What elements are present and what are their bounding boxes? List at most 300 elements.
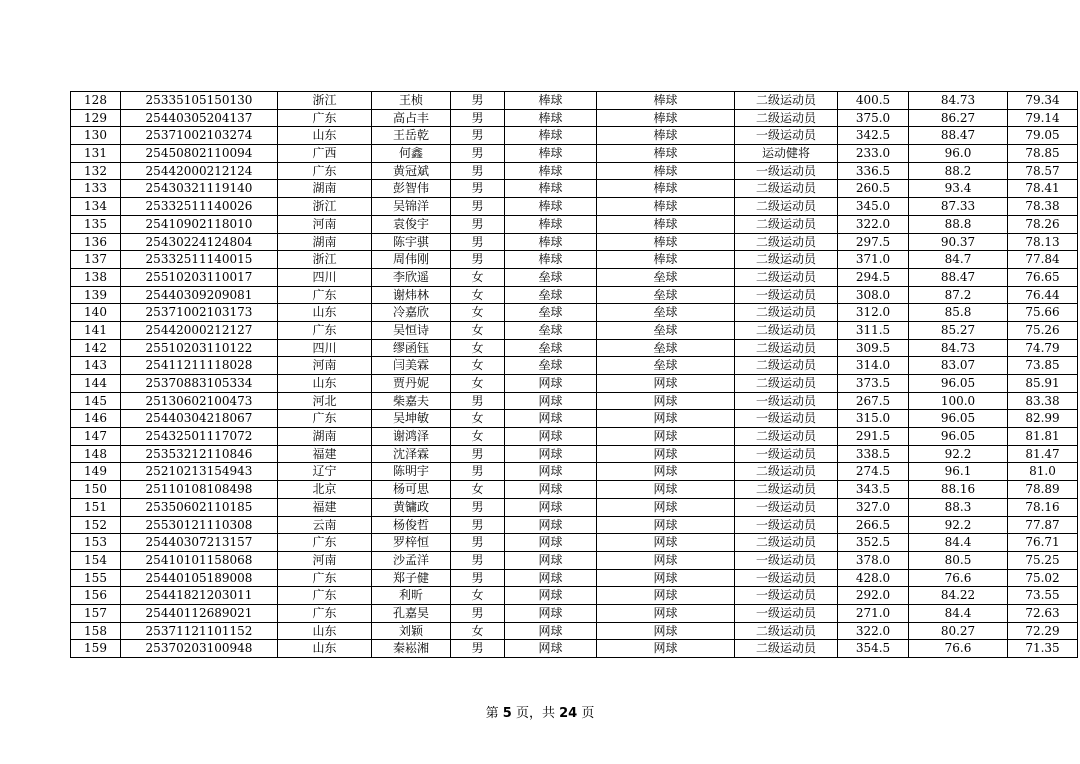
- cell-exam-id: 25430321119140: [121, 180, 278, 198]
- cell-row-number: 153: [71, 534, 121, 552]
- cell-row-number: 142: [71, 339, 121, 357]
- cell-row-number: 159: [71, 640, 121, 658]
- cell-exam-id: 25440307213157: [121, 534, 278, 552]
- cell-total-score: 72.63: [1008, 604, 1078, 622]
- cell-total-score: 78.16: [1008, 498, 1078, 516]
- cell-province: 广东: [278, 587, 372, 605]
- cell-row-number: 137: [71, 251, 121, 269]
- cell-row-number: 133: [71, 180, 121, 198]
- cell-gender: 男: [451, 198, 505, 216]
- cell-score-b: 90.37: [909, 233, 1008, 251]
- cell-province: 广东: [278, 321, 372, 339]
- table-row: [71, 375, 1078, 393]
- cell-province: 福建: [278, 498, 372, 516]
- cell-gender: 女: [451, 410, 505, 428]
- cell-score-a: 345.0: [838, 198, 909, 216]
- cell-score-a: 308.0: [838, 286, 909, 304]
- cell-score-a: 336.5: [838, 162, 909, 180]
- cell-exam-id: 25442000212124: [121, 162, 278, 180]
- cell-name: 吴恒诗: [372, 321, 451, 339]
- cell-name: 李欣遥: [372, 268, 451, 286]
- cell-name: 秦崧湘: [372, 640, 451, 658]
- cell-name: 缪函钰: [372, 339, 451, 357]
- table-body: [71, 92, 1078, 658]
- cell-sport: 棒球: [505, 198, 597, 216]
- cell-gender: 男: [451, 162, 505, 180]
- cell-score-a: 400.5: [838, 92, 909, 110]
- cell-province: 广东: [278, 286, 372, 304]
- cell-province: 北京: [278, 481, 372, 499]
- cell-row-number: 141: [71, 321, 121, 339]
- cell-athlete-level: 一级运动员: [735, 569, 838, 587]
- table-row: [71, 321, 1078, 339]
- cell-exam-id: 25370203100948: [121, 640, 278, 658]
- cell-athlete-level: 二级运动员: [735, 268, 838, 286]
- cell-event: 网球: [597, 622, 735, 640]
- cell-score-b: 87.33: [909, 198, 1008, 216]
- cell-exam-id: 25371121101152: [121, 622, 278, 640]
- table-row: [71, 304, 1078, 322]
- footer-middle: 页，共: [515, 706, 555, 721]
- cell-name: 柴嘉夫: [372, 392, 451, 410]
- cell-province: 浙江: [278, 198, 372, 216]
- cell-score-a: 315.0: [838, 410, 909, 428]
- cell-athlete-level: 二级运动员: [735, 481, 838, 499]
- cell-name: 杨可思: [372, 481, 451, 499]
- cell-gender: 女: [451, 268, 505, 286]
- cell-gender: 女: [451, 481, 505, 499]
- cell-event: 网球: [597, 604, 735, 622]
- cell-score-a: 294.5: [838, 268, 909, 286]
- cell-score-a: 309.5: [838, 339, 909, 357]
- cell-score-a: 314.0: [838, 357, 909, 375]
- cell-total-score: 75.25: [1008, 551, 1078, 569]
- cell-total-score: 75.66: [1008, 304, 1078, 322]
- cell-gender: 男: [451, 180, 505, 198]
- cell-name: 王桢: [372, 92, 451, 110]
- cell-event: 网球: [597, 587, 735, 605]
- cell-province: 广东: [278, 410, 372, 428]
- cell-row-number: 147: [71, 428, 121, 446]
- cell-exam-id: 25332511140026: [121, 198, 278, 216]
- table-row: [71, 145, 1078, 163]
- table-row: [71, 233, 1078, 251]
- cell-sport: 棒球: [505, 251, 597, 269]
- cell-sport: 棒球: [505, 127, 597, 145]
- cell-gender: 男: [451, 109, 505, 127]
- cell-sport: 垒球: [505, 339, 597, 357]
- cell-name: 杨俊哲: [372, 516, 451, 534]
- cell-sport: 垒球: [505, 286, 597, 304]
- cell-name: 利昕: [372, 587, 451, 605]
- cell-sport: 网球: [505, 498, 597, 516]
- cell-sport: 垒球: [505, 321, 597, 339]
- table-row: [71, 604, 1078, 622]
- cell-sport: 网球: [505, 587, 597, 605]
- cell-gender: 男: [451, 463, 505, 481]
- cell-row-number: 132: [71, 162, 121, 180]
- cell-row-number: 130: [71, 127, 121, 145]
- cell-athlete-level: 一级运动员: [735, 551, 838, 569]
- cell-event: 网球: [597, 551, 735, 569]
- cell-event: 棒球: [597, 92, 735, 110]
- cell-gender: 男: [451, 551, 505, 569]
- cell-name: 沈泽霖: [372, 445, 451, 463]
- cell-athlete-level: 二级运动员: [735, 463, 838, 481]
- cell-exam-id: 25371002103173: [121, 304, 278, 322]
- table-row: [71, 551, 1078, 569]
- cell-event: 网球: [597, 392, 735, 410]
- cell-exam-id: 25411211118028: [121, 357, 278, 375]
- cell-exam-id: 25130602100473: [121, 392, 278, 410]
- cell-province: 云南: [278, 516, 372, 534]
- cell-exam-id: 25530121110308: [121, 516, 278, 534]
- cell-row-number: 138: [71, 268, 121, 286]
- table-row: [71, 392, 1078, 410]
- cell-score-a: 342.5: [838, 127, 909, 145]
- cell-sport: 棒球: [505, 109, 597, 127]
- cell-event: 垒球: [597, 286, 735, 304]
- cell-score-b: 76.6: [909, 569, 1008, 587]
- cell-score-a: 373.5: [838, 375, 909, 393]
- cell-score-b: 84.73: [909, 92, 1008, 110]
- cell-score-a: 322.0: [838, 622, 909, 640]
- cell-sport: 网球: [505, 534, 597, 552]
- cell-name: 陈宇骐: [372, 233, 451, 251]
- cell-exam-id: 25510203110122: [121, 339, 278, 357]
- table-row: [71, 339, 1078, 357]
- cell-province: 河南: [278, 551, 372, 569]
- cell-total-score: 78.13: [1008, 233, 1078, 251]
- cell-athlete-level: 二级运动员: [735, 428, 838, 446]
- cell-row-number: 140: [71, 304, 121, 322]
- cell-athlete-level: 一级运动员: [735, 604, 838, 622]
- cell-score-a: 338.5: [838, 445, 909, 463]
- cell-sport: 网球: [505, 481, 597, 499]
- cell-sport: 棒球: [505, 215, 597, 233]
- cell-row-number: 128: [71, 92, 121, 110]
- table-row: [71, 587, 1078, 605]
- cell-name: 陈明宇: [372, 463, 451, 481]
- cell-score-a: 312.0: [838, 304, 909, 322]
- cell-total-score: 85.91: [1008, 375, 1078, 393]
- cell-sport: 网球: [505, 569, 597, 587]
- cell-athlete-level: 二级运动员: [735, 215, 838, 233]
- cell-gender: 女: [451, 587, 505, 605]
- cell-athlete-level: 运动健将: [735, 145, 838, 163]
- cell-event: 棒球: [597, 233, 735, 251]
- cell-name: 沙孟洋: [372, 551, 451, 569]
- cell-score-a: 352.5: [838, 534, 909, 552]
- cell-name: 罗梓恒: [372, 534, 451, 552]
- cell-total-score: 75.26: [1008, 321, 1078, 339]
- cell-exam-id: 25210213154943: [121, 463, 278, 481]
- cell-gender: 女: [451, 428, 505, 446]
- cell-gender: 男: [451, 92, 505, 110]
- cell-score-a: 297.5: [838, 233, 909, 251]
- table-row: [71, 268, 1078, 286]
- cell-event: 网球: [597, 640, 735, 658]
- cell-row-number: 149: [71, 463, 121, 481]
- cell-event: 网球: [597, 428, 735, 446]
- cell-event: 网球: [597, 445, 735, 463]
- cell-province: 福建: [278, 445, 372, 463]
- cell-score-b: 86.27: [909, 109, 1008, 127]
- cell-event: 网球: [597, 534, 735, 552]
- cell-event: 网球: [597, 410, 735, 428]
- cell-total-score: 78.89: [1008, 481, 1078, 499]
- cell-score-b: 88.47: [909, 268, 1008, 286]
- cell-province: 辽宁: [278, 463, 372, 481]
- table-row: [71, 516, 1078, 534]
- cell-score-b: 80.5: [909, 551, 1008, 569]
- cell-name: 高占丰: [372, 109, 451, 127]
- table-row: [71, 498, 1078, 516]
- table-row: [71, 127, 1078, 145]
- cell-name: 贾丹妮: [372, 375, 451, 393]
- cell-total-score: 83.38: [1008, 392, 1078, 410]
- cell-province: 广东: [278, 569, 372, 587]
- cell-row-number: 157: [71, 604, 121, 622]
- cell-exam-id: 25110108108498: [121, 481, 278, 499]
- cell-sport: 棒球: [505, 180, 597, 198]
- cell-exam-id: 25371002103274: [121, 127, 278, 145]
- cell-athlete-level: 二级运动员: [735, 321, 838, 339]
- cell-total-score: 76.44: [1008, 286, 1078, 304]
- cell-score-a: 343.5: [838, 481, 909, 499]
- cell-province: 河北: [278, 392, 372, 410]
- cell-name: 冷嘉欣: [372, 304, 451, 322]
- cell-sport: 垒球: [505, 304, 597, 322]
- cell-gender: 男: [451, 534, 505, 552]
- table-row: [71, 251, 1078, 269]
- cell-score-a: 266.5: [838, 516, 909, 534]
- footer-suffix: 页: [581, 706, 595, 721]
- cell-name: 谢炜林: [372, 286, 451, 304]
- cell-exam-id: 25332511140015: [121, 251, 278, 269]
- cell-event: 垒球: [597, 304, 735, 322]
- cell-province: 广东: [278, 604, 372, 622]
- cell-score-b: 88.47: [909, 127, 1008, 145]
- table-row: [71, 622, 1078, 640]
- cell-score-b: 92.2: [909, 445, 1008, 463]
- cell-gender: 男: [451, 127, 505, 145]
- footer-total-pages: 24: [559, 706, 578, 721]
- cell-province: 广东: [278, 162, 372, 180]
- cell-gender: 男: [451, 569, 505, 587]
- cell-name: 谢鸿泽: [372, 428, 451, 446]
- cell-name: 孔嘉昊: [372, 604, 451, 622]
- cell-sport: 棒球: [505, 145, 597, 163]
- cell-row-number: 150: [71, 481, 121, 499]
- cell-athlete-level: 二级运动员: [735, 304, 838, 322]
- cell-sport: 网球: [505, 428, 597, 446]
- cell-total-score: 76.65: [1008, 268, 1078, 286]
- cell-score-b: 85.8: [909, 304, 1008, 322]
- cell-name: 何鑫: [372, 145, 451, 163]
- cell-event: 棒球: [597, 162, 735, 180]
- cell-row-number: 135: [71, 215, 121, 233]
- cell-total-score: 79.14: [1008, 109, 1078, 127]
- cell-row-number: 143: [71, 357, 121, 375]
- cell-row-number: 152: [71, 516, 121, 534]
- table-row: [71, 640, 1078, 658]
- cell-exam-id: 25335105150130: [121, 92, 278, 110]
- cell-score-b: 96.05: [909, 410, 1008, 428]
- cell-event: 棒球: [597, 215, 735, 233]
- cell-athlete-level: 二级运动员: [735, 622, 838, 640]
- cell-total-score: 71.35: [1008, 640, 1078, 658]
- cell-athlete-level: 一级运动员: [735, 286, 838, 304]
- cell-total-score: 73.55: [1008, 587, 1078, 605]
- cell-gender: 女: [451, 375, 505, 393]
- cell-score-b: 84.4: [909, 604, 1008, 622]
- cell-event: 棒球: [597, 109, 735, 127]
- cell-gender: 女: [451, 339, 505, 357]
- table-row: [71, 198, 1078, 216]
- cell-exam-id: 25410101158068: [121, 551, 278, 569]
- cell-total-score: 78.38: [1008, 198, 1078, 216]
- cell-exam-id: 25353212110846: [121, 445, 278, 463]
- cell-name: 吴坤敏: [372, 410, 451, 428]
- cell-name: 周伟刚: [372, 251, 451, 269]
- table-row: [71, 162, 1078, 180]
- cell-athlete-level: 一级运动员: [735, 516, 838, 534]
- table-row: [71, 534, 1078, 552]
- cell-score-b: 92.2: [909, 516, 1008, 534]
- table-row: [71, 109, 1078, 127]
- cell-athlete-level: 二级运动员: [735, 233, 838, 251]
- cell-exam-id: 25440112689021: [121, 604, 278, 622]
- cell-province: 河南: [278, 215, 372, 233]
- cell-province: 浙江: [278, 92, 372, 110]
- cell-total-score: 81.47: [1008, 445, 1078, 463]
- table-row: [71, 410, 1078, 428]
- cell-sport: 棒球: [505, 92, 597, 110]
- cell-score-a: 327.0: [838, 498, 909, 516]
- cell-province: 山东: [278, 622, 372, 640]
- cell-total-score: 78.41: [1008, 180, 1078, 198]
- cell-total-score: 74.79: [1008, 339, 1078, 357]
- cell-event: 垒球: [597, 268, 735, 286]
- cell-province: 山东: [278, 304, 372, 322]
- cell-row-number: 151: [71, 498, 121, 516]
- table-row: [71, 569, 1078, 587]
- cell-score-b: 80.27: [909, 622, 1008, 640]
- cell-sport: 网球: [505, 640, 597, 658]
- cell-athlete-level: 二级运动员: [735, 339, 838, 357]
- cell-sport: 棒球: [505, 233, 597, 251]
- cell-sport: 垒球: [505, 268, 597, 286]
- cell-score-b: 84.22: [909, 587, 1008, 605]
- cell-name: 刘颖: [372, 622, 451, 640]
- cell-province: 河南: [278, 357, 372, 375]
- cell-score-a: 428.0: [838, 569, 909, 587]
- cell-event: 棒球: [597, 180, 735, 198]
- table-row: [71, 215, 1078, 233]
- cell-name: 彭智伟: [372, 180, 451, 198]
- cell-sport: 棒球: [505, 162, 597, 180]
- cell-score-b: 93.4: [909, 180, 1008, 198]
- cell-score-a: 354.5: [838, 640, 909, 658]
- cell-score-b: 88.8: [909, 215, 1008, 233]
- cell-total-score: 78.57: [1008, 162, 1078, 180]
- cell-gender: 男: [451, 516, 505, 534]
- cell-total-score: 77.84: [1008, 251, 1078, 269]
- cell-row-number: 136: [71, 233, 121, 251]
- cell-athlete-level: 一级运动员: [735, 445, 838, 463]
- cell-gender: 男: [451, 145, 505, 163]
- cell-name: 郑子健: [372, 569, 451, 587]
- cell-province: 浙江: [278, 251, 372, 269]
- footer-prefix: 第: [485, 706, 499, 721]
- cell-exam-id: 25440305204137: [121, 109, 278, 127]
- cell-row-number: 131: [71, 145, 121, 163]
- cell-total-score: 77.87: [1008, 516, 1078, 534]
- cell-sport: 网球: [505, 604, 597, 622]
- cell-score-a: 378.0: [838, 551, 909, 569]
- table-row: [71, 357, 1078, 375]
- cell-athlete-level: 一级运动员: [735, 162, 838, 180]
- cell-exam-id: 25510203110017: [121, 268, 278, 286]
- table-row: [71, 180, 1078, 198]
- cell-score-b: 84.7: [909, 251, 1008, 269]
- table-row: [71, 445, 1078, 463]
- cell-event: 垒球: [597, 339, 735, 357]
- table-row: [71, 463, 1078, 481]
- cell-athlete-level: 一级运动员: [735, 410, 838, 428]
- cell-athlete-level: 一级运动员: [735, 127, 838, 145]
- cell-gender: 男: [451, 498, 505, 516]
- cell-event: 网球: [597, 569, 735, 587]
- cell-score-a: 267.5: [838, 392, 909, 410]
- cell-gender: 男: [451, 604, 505, 622]
- cell-athlete-level: 二级运动员: [735, 180, 838, 198]
- cell-province: 广西: [278, 145, 372, 163]
- cell-exam-id: 25440304218067: [121, 410, 278, 428]
- cell-row-number: 156: [71, 587, 121, 605]
- cell-score-b: 96.05: [909, 428, 1008, 446]
- cell-score-b: 88.16: [909, 481, 1008, 499]
- cell-exam-id: 25430224124804: [121, 233, 278, 251]
- cell-gender: 男: [451, 215, 505, 233]
- cell-score-a: 371.0: [838, 251, 909, 269]
- cell-row-number: 134: [71, 198, 121, 216]
- cell-province: 湖南: [278, 180, 372, 198]
- cell-row-number: 155: [71, 569, 121, 587]
- cell-athlete-level: 一级运动员: [735, 498, 838, 516]
- table-row: [71, 428, 1078, 446]
- cell-total-score: 76.71: [1008, 534, 1078, 552]
- cell-total-score: 73.85: [1008, 357, 1078, 375]
- cell-gender: 女: [451, 321, 505, 339]
- cell-gender: 男: [451, 392, 505, 410]
- table-row: [71, 286, 1078, 304]
- cell-name: 黄冠斌: [372, 162, 451, 180]
- cell-event: 垒球: [597, 321, 735, 339]
- cell-score-b: 88.2: [909, 162, 1008, 180]
- cell-athlete-level: 二级运动员: [735, 357, 838, 375]
- cell-score-a: 311.5: [838, 321, 909, 339]
- cell-name: 袁俊宇: [372, 215, 451, 233]
- cell-total-score: 82.99: [1008, 410, 1078, 428]
- cell-row-number: 129: [71, 109, 121, 127]
- cell-province: 湖南: [278, 428, 372, 446]
- cell-gender: 男: [451, 233, 505, 251]
- cell-exam-id: 25440309209081: [121, 286, 278, 304]
- cell-event: 棒球: [597, 198, 735, 216]
- cell-total-score: 72.29: [1008, 622, 1078, 640]
